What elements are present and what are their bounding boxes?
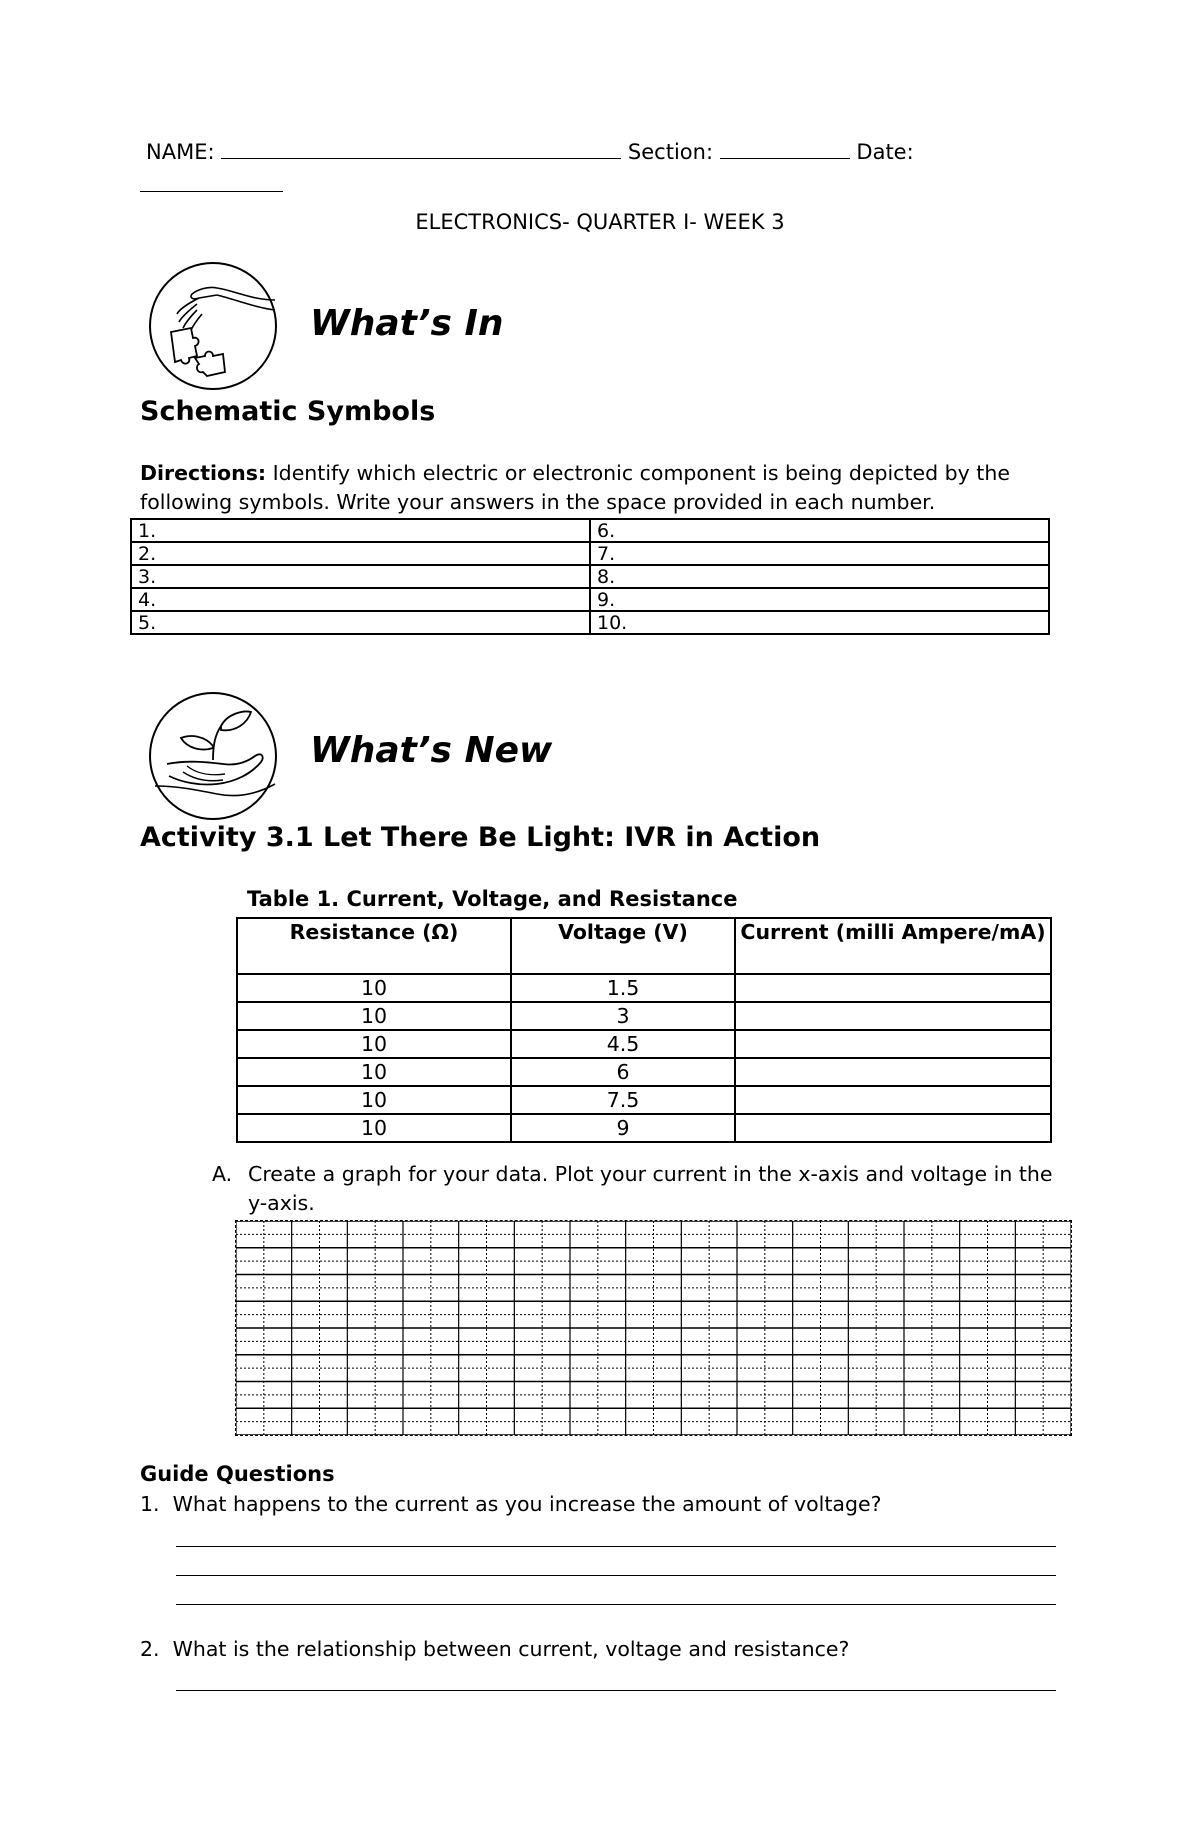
question-text: What is the relationship between current, voltage and resistance? [172,1637,850,1661]
answer-line[interactable] [176,1604,1056,1605]
question-1 [140,1490,881,1519]
table-row [237,1086,1051,1114]
voltage-cell: 3 [511,1002,735,1030]
answer-cell[interactable]: 6. [590,519,1049,542]
table-caption: Table 1. Current, Voltage, and Resistance [247,887,738,911]
schematic-symbols-heading: Schematic Symbols [140,396,436,427]
voltage-cell: 7.5 [511,1086,735,1114]
column-header: Current (milli Ampere/mA) [735,918,1051,974]
section-label: Section: [627,140,714,164]
question-number: 2. [140,1637,160,1661]
current-cell[interactable] [735,1058,1051,1086]
table-row [237,1030,1051,1058]
graph-instruction [212,1160,1072,1218]
column-header: Voltage (V) [511,918,735,974]
table-header-row [237,918,1051,974]
directions-paragraph [140,459,1075,517]
resistance-cell: 10 [237,1002,511,1030]
answer-cell[interactable]: 2. [131,542,590,565]
resistance-cell: 10 [237,1114,511,1142]
current-cell[interactable] [735,1086,1051,1114]
resistance-cell: 10 [237,974,511,1002]
date-label: Date: [856,140,914,164]
table-row [131,565,1049,588]
table-row [131,611,1049,634]
whats-in-heading: What’s In [310,303,504,344]
answer-cell[interactable]: 9. [590,588,1049,611]
answer-cell[interactable]: 10. [590,611,1049,634]
question-text: What happens to the current as you increase the amount of voltage? [172,1492,882,1516]
graph-grid[interactable] [235,1220,1072,1436]
name-field[interactable] [221,140,621,159]
hand-puzzle-icon [147,260,279,392]
document-title: ELECTRONICS- QUARTER I- WEEK 3 [415,210,785,234]
answer-cell[interactable]: 3. [131,565,590,588]
answer-cell[interactable]: 1. [131,519,590,542]
answer-cell[interactable]: 8. [590,565,1049,588]
voltage-cell: 6 [511,1058,735,1086]
resistance-cell: 10 [237,1030,511,1058]
column-header: Resistance (Ω) [237,918,511,974]
hand-seedling-icon [147,690,279,822]
table-row [131,519,1049,542]
answer-line[interactable] [176,1575,1056,1576]
answer-line[interactable] [176,1690,1056,1691]
guide-questions-heading: Guide Questions [140,1462,335,1486]
table-row [237,1058,1051,1086]
table-row [237,974,1051,1002]
header-row [146,140,914,164]
question-2 [140,1635,849,1664]
whats-new-heading: What’s New [310,730,553,771]
date-field[interactable] [140,170,283,192]
current-cell[interactable] [735,974,1051,1002]
current-cell[interactable] [735,1030,1051,1058]
table-row [131,542,1049,565]
table-row [237,1002,1051,1030]
voltage-cell: 9 [511,1114,735,1142]
directions-text: Identify which electric or electronic component is being depicted by the following symbols. Write your answers in the space provided in each number. [140,461,1010,514]
table-row [131,588,1049,611]
voltage-cell: 4.5 [511,1030,735,1058]
answer-cell[interactable]: 7. [590,542,1049,565]
answer-line[interactable] [176,1546,1056,1547]
voltage-cell: 1.5 [511,974,735,1002]
answer-cell[interactable]: 4. [131,588,590,611]
table-row [237,1114,1051,1142]
current-cell[interactable] [735,1002,1051,1030]
resistance-cell: 10 [237,1058,511,1086]
current-cell[interactable] [735,1114,1051,1142]
resistance-cell: 10 [237,1086,511,1114]
ivr-table [236,917,1052,1143]
activity-title: Activity 3.1 Let There Be Light: IVR in Action [140,822,821,853]
instruction-marker: A. [212,1162,233,1186]
name-label: NAME: [146,140,215,164]
answers-table [130,518,1050,635]
answer-cell[interactable]: 5. [131,611,590,634]
directions-label: Directions: [140,461,267,485]
section-field[interactable] [720,140,850,159]
instruction-text: Create a graph for your data. Plot your current in the x-axis and voltage in the y-axis. [248,1162,1053,1215]
question-number: 1. [140,1492,160,1516]
